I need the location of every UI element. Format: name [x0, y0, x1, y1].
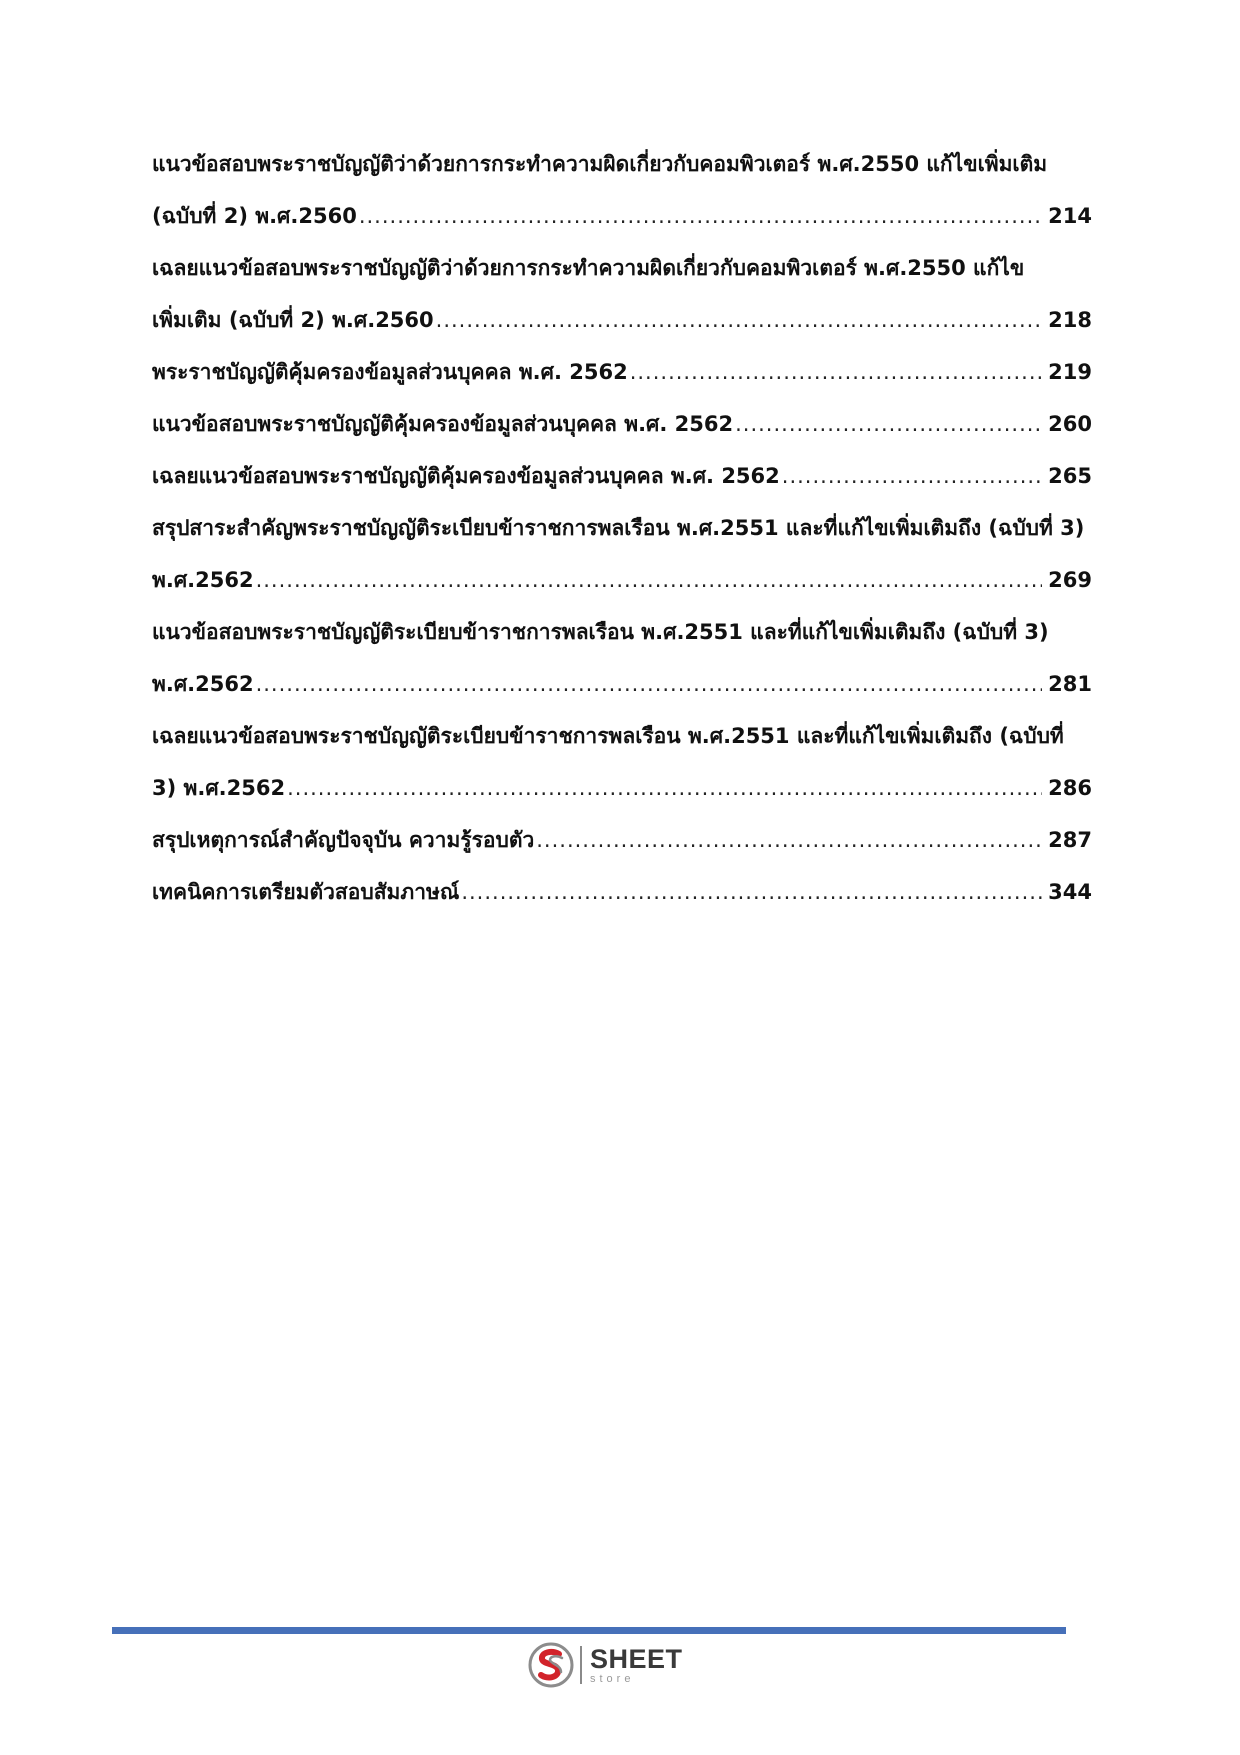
- toc-entry-title-line: [152, 254, 1092, 283]
- toc-entry-title-continued: พ.ศ.2562: [152, 568, 254, 592]
- sheet-store-logo: [528, 1641, 683, 1689]
- toc-entry-title-line: [152, 722, 1092, 751]
- table-of-contents: [152, 150, 1092, 930]
- dot-leader: [287, 774, 1042, 803]
- toc-entry[interactable]: [152, 618, 1092, 699]
- dot-leader: [359, 202, 1042, 231]
- toc-entry[interactable]: [152, 878, 1092, 907]
- toc-entry[interactable]: [152, 722, 1092, 803]
- toc-entry-title-line: [152, 150, 1092, 179]
- toc-entry-title: เฉลยแนวข้อสอบพระราชบัญญัติว่าด้วยการกระทำความผิดเกี่ยวกับคอมพิวเตอร์ พ.ศ.2550 แก้ไข: [152, 256, 1025, 280]
- toc-entry-title-line: [152, 670, 1092, 699]
- dot-leader: [436, 306, 1043, 335]
- toc-entry[interactable]: [152, 514, 1092, 595]
- toc-entry-title-line: [152, 618, 1092, 647]
- dot-leader: [782, 462, 1042, 491]
- toc-page-number: 281: [1048, 672, 1092, 696]
- toc-entry-title-line: [152, 410, 1092, 439]
- toc-entry-title: สรุปสาระสำคัญพระราชบัญญัติระเบียบข้าราชการพลเรือน พ.ศ.2551 และที่แก้ไขเพิ่มเติมถึง (ฉบับที่ 3): [152, 516, 1085, 540]
- toc-entry-title: เทคนิคการเตรียมตัวสอบสัมภาษณ์: [152, 880, 460, 904]
- toc-entry-title: เฉลยแนวข้อสอบพระราชบัญญัติระเบียบข้าราชการพลเรือน พ.ศ.2551 และที่แก้ไขเพิ่มเติมถึง (ฉบับที่: [152, 724, 1064, 748]
- logo-store-text: store: [590, 1672, 635, 1685]
- logo-divider: [580, 1646, 582, 1684]
- toc-entry-title-line: [152, 514, 1092, 543]
- toc-page-number: 265: [1048, 464, 1092, 488]
- dot-leader: [256, 566, 1043, 595]
- toc-entry[interactable]: [152, 462, 1092, 491]
- toc-page-number: 344: [1048, 880, 1092, 904]
- toc-entry-title-line: [152, 566, 1092, 595]
- toc-page-number: 260: [1048, 412, 1092, 436]
- toc-entry-title-line: [152, 826, 1092, 855]
- toc-entry-title: แนวข้อสอบพระราชบัญญัติระเบียบข้าราชการพลเรือน พ.ศ.2551 และที่แก้ไขเพิ่มเติมถึง (ฉบับที่ 3): [152, 620, 1049, 644]
- toc-entry-title: เฉลยแนวข้อสอบพระราชบัญญัติคุ้มครองข้อมูลส่วนบุคคล พ.ศ. 2562: [152, 464, 780, 488]
- toc-entry[interactable]: [152, 358, 1092, 387]
- dot-leader: [256, 670, 1043, 699]
- dot-leader: [461, 878, 1042, 907]
- footer-rule: [112, 1627, 1066, 1634]
- toc-entry-title: พระราชบัญญัติคุ้มครองข้อมูลส่วนบุคคล พ.ศ. 2562: [152, 360, 628, 384]
- toc-page-number: 214: [1048, 204, 1092, 228]
- toc-entry[interactable]: [152, 150, 1092, 231]
- dot-leader: [536, 826, 1042, 855]
- logo-wordmark: [590, 1643, 683, 1685]
- toc-entry-title: แนวข้อสอบพระราชบัญญัติว่าด้วยการกระทำความผิดเกี่ยวกับคอมพิวเตอร์ พ.ศ.2550 แก้ไขเพิ่มเติม: [152, 152, 1048, 176]
- toc-page-number: 287: [1048, 828, 1092, 852]
- dot-leader: [630, 358, 1042, 387]
- toc-entry-title-continued: 3) พ.ศ.2562: [152, 776, 286, 800]
- toc-entry-title: สรุปเหตุการณ์สำคัญปัจจุบัน ความรู้รอบตัว: [152, 828, 535, 852]
- toc-page-number: 269: [1048, 568, 1092, 592]
- toc-entry-title: แนวข้อสอบพระราชบัญญัติคุ้มครองข้อมูลส่วนบุคคล พ.ศ. 2562: [152, 412, 734, 436]
- toc-entry-title-continued: (ฉบับที่ 2) พ.ศ.2560: [152, 204, 357, 228]
- toc-entry-title-line: [152, 774, 1092, 803]
- toc-entry[interactable]: [152, 410, 1092, 439]
- toc-entry-title-continued: เพิ่มเติม (ฉบับที่ 2) พ.ศ.2560: [152, 308, 434, 332]
- dot-leader: [735, 410, 1042, 439]
- toc-page-number: 286: [1048, 776, 1092, 800]
- toc-entry-title-line: [152, 202, 1092, 231]
- toc-entry-title-line: [152, 306, 1092, 335]
- toc-entry-title-line: [152, 462, 1092, 491]
- sheet-store-logo-icon: [528, 1642, 574, 1688]
- toc-entry[interactable]: [152, 254, 1092, 335]
- logo-sheet-text: SHEET: [590, 1643, 683, 1674]
- toc-entry-title-continued: พ.ศ.2562: [152, 672, 254, 696]
- toc-entry[interactable]: [152, 826, 1092, 855]
- toc-page-number: 218: [1048, 308, 1092, 332]
- toc-page-number: 219: [1048, 360, 1092, 384]
- toc-entry-title-line: [152, 358, 1092, 387]
- toc-entry-title-line: [152, 878, 1092, 907]
